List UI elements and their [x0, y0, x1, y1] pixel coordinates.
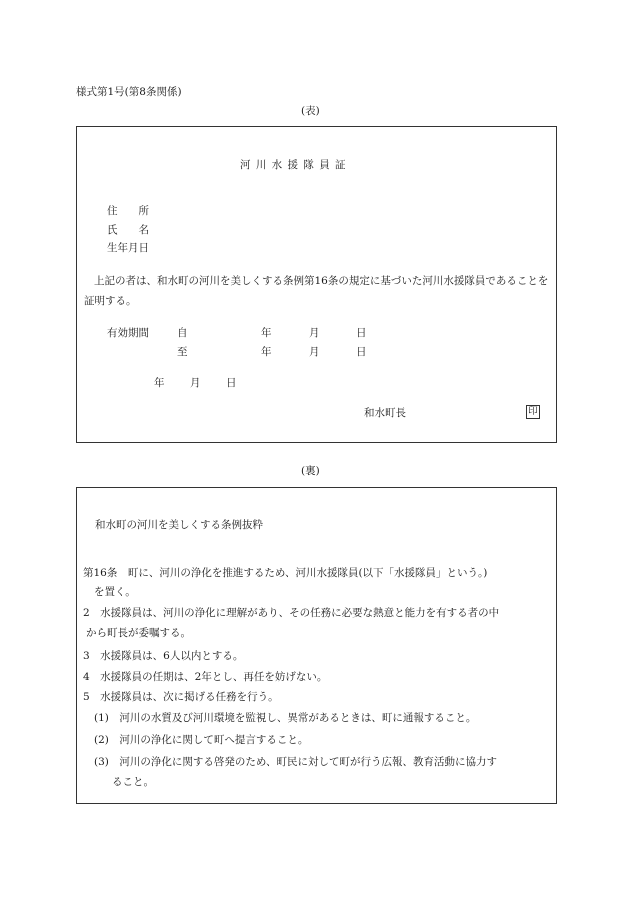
para-2-line2: から町長が委嘱する。 — [86, 627, 191, 639]
validity-from-year: 年 — [261, 327, 272, 339]
excerpt-heading: 和水町の河川を美しくする条例抜粋 — [95, 519, 263, 531]
seal-mark: 印 — [526, 405, 540, 419]
para-5: 5 水援隊員は、次に掲げる任務を行う。 — [83, 691, 279, 703]
item-3-line2: ること。 — [112, 776, 154, 788]
issue-month: 月 — [190, 377, 201, 389]
item-3-line1: (3) 河川の浄化に関する啓発のため、町民に対して町が行う広報、教育活動に協力す — [94, 756, 497, 768]
article-16-line1: 第16条 町に、河川の浄化を推進するため、河川水援隊員(以下「水援隊員」という。) — [83, 567, 488, 579]
card-title: 河 川 水 援 隊 員 証 — [240, 159, 347, 171]
issuer-name: 和水町長 — [364, 407, 406, 419]
birthdate-label: 生年月日 — [107, 242, 149, 254]
address-label: 住 所 — [107, 205, 149, 217]
issue-year: 年 — [154, 377, 165, 389]
validity-to-month: 月 — [309, 346, 320, 358]
front-side-label: (表) — [301, 105, 320, 117]
back-side-label: (裏) — [301, 465, 320, 477]
para-3: 3 水援隊員は、6人以内とする。 — [83, 650, 244, 662]
name-label: 氏 名 — [107, 224, 149, 236]
certification-text: 上記の者は、和水町の河川を美しくする条例第16条の規定に基づいた河川水援隊員であることを証明する。 — [84, 275, 549, 307]
validity-to-year: 年 — [261, 346, 272, 358]
validity-from-day: 日 — [356, 327, 367, 339]
item-2: (2) 河川の浄化に関して町へ提言すること。 — [94, 734, 309, 746]
article-16-line2: を置く。 — [94, 586, 136, 598]
para-4: 4 水援隊員の任期は、2年とし、再任を妨げない。 — [83, 671, 328, 683]
para-2-line1: 2 水援隊員は、河川の浄化に理解があり、その任務に必要な熱意と能力を有する者の中 — [83, 607, 500, 619]
validity-from-label: 自 — [177, 327, 188, 339]
item-1: (1) 河川の水質及び河川環境を監視し、異常があるときは、町に通報すること。 — [94, 712, 477, 724]
form-number-label: 様式第1号(第8条関係) — [76, 86, 182, 98]
issue-day: 日 — [226, 377, 237, 389]
validity-from-month: 月 — [309, 327, 320, 339]
validity-to-day: 日 — [356, 346, 367, 358]
validity-to-label: 至 — [177, 346, 188, 358]
validity-label: 有効期間 — [107, 327, 149, 339]
